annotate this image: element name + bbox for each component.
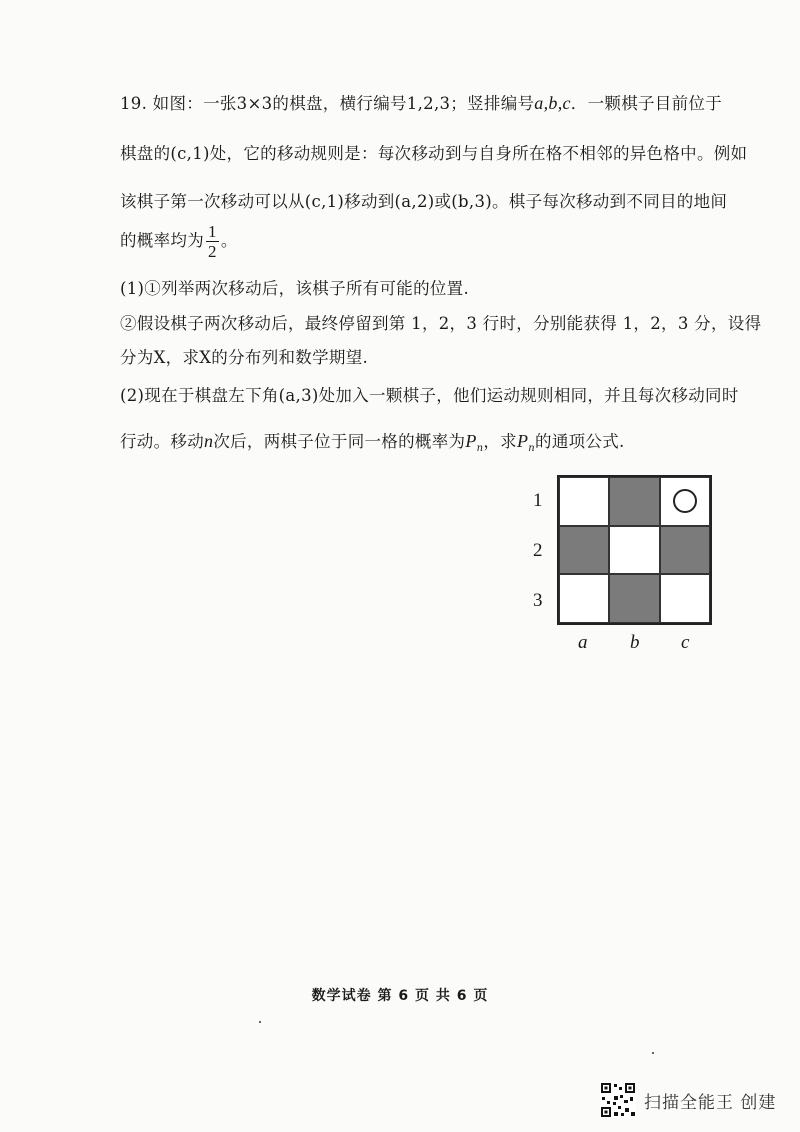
q2-text-c: ，求 <box>483 432 517 451</box>
board-cell-c2 <box>660 526 710 575</box>
var-P-2: P <box>516 431 529 451</box>
row-label-1: 1 <box>533 490 543 511</box>
question-1b-line-1: ②假设棋子两次移动后，最终停留到第 1，2，3 行时，分别能获得 1，2，3 分，设得 <box>120 314 762 333</box>
question-1a: (1)①列举两次移动后，该棋子所有可能的位置. <box>120 279 470 298</box>
row-label-2: 2 <box>533 540 543 561</box>
scanner-watermark <box>600 1082 776 1118</box>
board-cell-b1 <box>609 477 659 526</box>
page-footer: 数学试卷 第 6 页 共 6 页 <box>311 988 489 1004</box>
problem-line-4 <box>120 222 238 261</box>
q2-text-a: 行动。移动 <box>120 432 204 451</box>
var-P: P <box>465 431 477 451</box>
col-label-a: a <box>578 632 588 653</box>
question-2-line-1: (2)现在于棋盘左下角(a,3)处加入一颗棋子，他们运动规则相同，并且每次移动同时 <box>120 386 739 405</box>
board-cell-b2 <box>609 526 659 575</box>
qr-code-icon <box>600 1082 636 1118</box>
problem-line-1 <box>120 90 722 114</box>
chessboard <box>557 475 712 625</box>
period: 。 <box>220 231 238 250</box>
board-cell-b3 <box>609 574 659 623</box>
probability-text: 的概率均为 <box>120 231 204 250</box>
q2-text-d: 的通项公式. <box>535 432 625 451</box>
problem-line-3: 该棋子第一次移动可以从(c,1)移动到(a,2)或(b,3)。棋子每次移动到不同目的地间 <box>120 192 728 211</box>
q2-text-b: 次后，两棋子位于同一格的概率为 <box>213 432 466 451</box>
problem-intro-text: 19. 如图：一张3×3的棋盘，横行编号1,2,3；竖排编号 <box>120 94 535 113</box>
column-vars: a,b,c <box>534 93 571 113</box>
board-cell-a2 <box>559 526 609 575</box>
problem-line-2: 棋盘的(c,1)处，它的移动规则是：每次移动到与自身所在格不相邻的异色格中。例如 <box>120 144 748 163</box>
col-label-c: c <box>681 632 690 653</box>
board-cell-c1 <box>660 477 710 526</box>
question-2-line-2 <box>120 428 625 454</box>
row-label-3: 3 <box>533 590 543 611</box>
fraction-denominator: 2 <box>208 242 217 261</box>
var-n: n <box>204 431 214 451</box>
col-label-b: b <box>630 632 640 653</box>
board-cell-a1 <box>559 477 609 526</box>
fraction-one-half <box>206 222 219 261</box>
subscript-n-2: n <box>528 443 536 454</box>
problem-intro-suffix: ．一颗棋子目前位于 <box>570 94 722 113</box>
watermark-text: 扫描全能王 创建 <box>644 1092 777 1113</box>
speck <box>259 1021 261 1023</box>
subscript-n: n <box>476 443 484 454</box>
board-cell-a3 <box>559 574 609 623</box>
board-cell-c3 <box>660 574 710 623</box>
speck <box>652 1052 654 1054</box>
question-1b-line-2: 分为X，求X的分布列和数学期望. <box>120 348 369 367</box>
fraction-numerator: 1 <box>208 222 217 241</box>
chess-piece-icon <box>673 489 697 513</box>
